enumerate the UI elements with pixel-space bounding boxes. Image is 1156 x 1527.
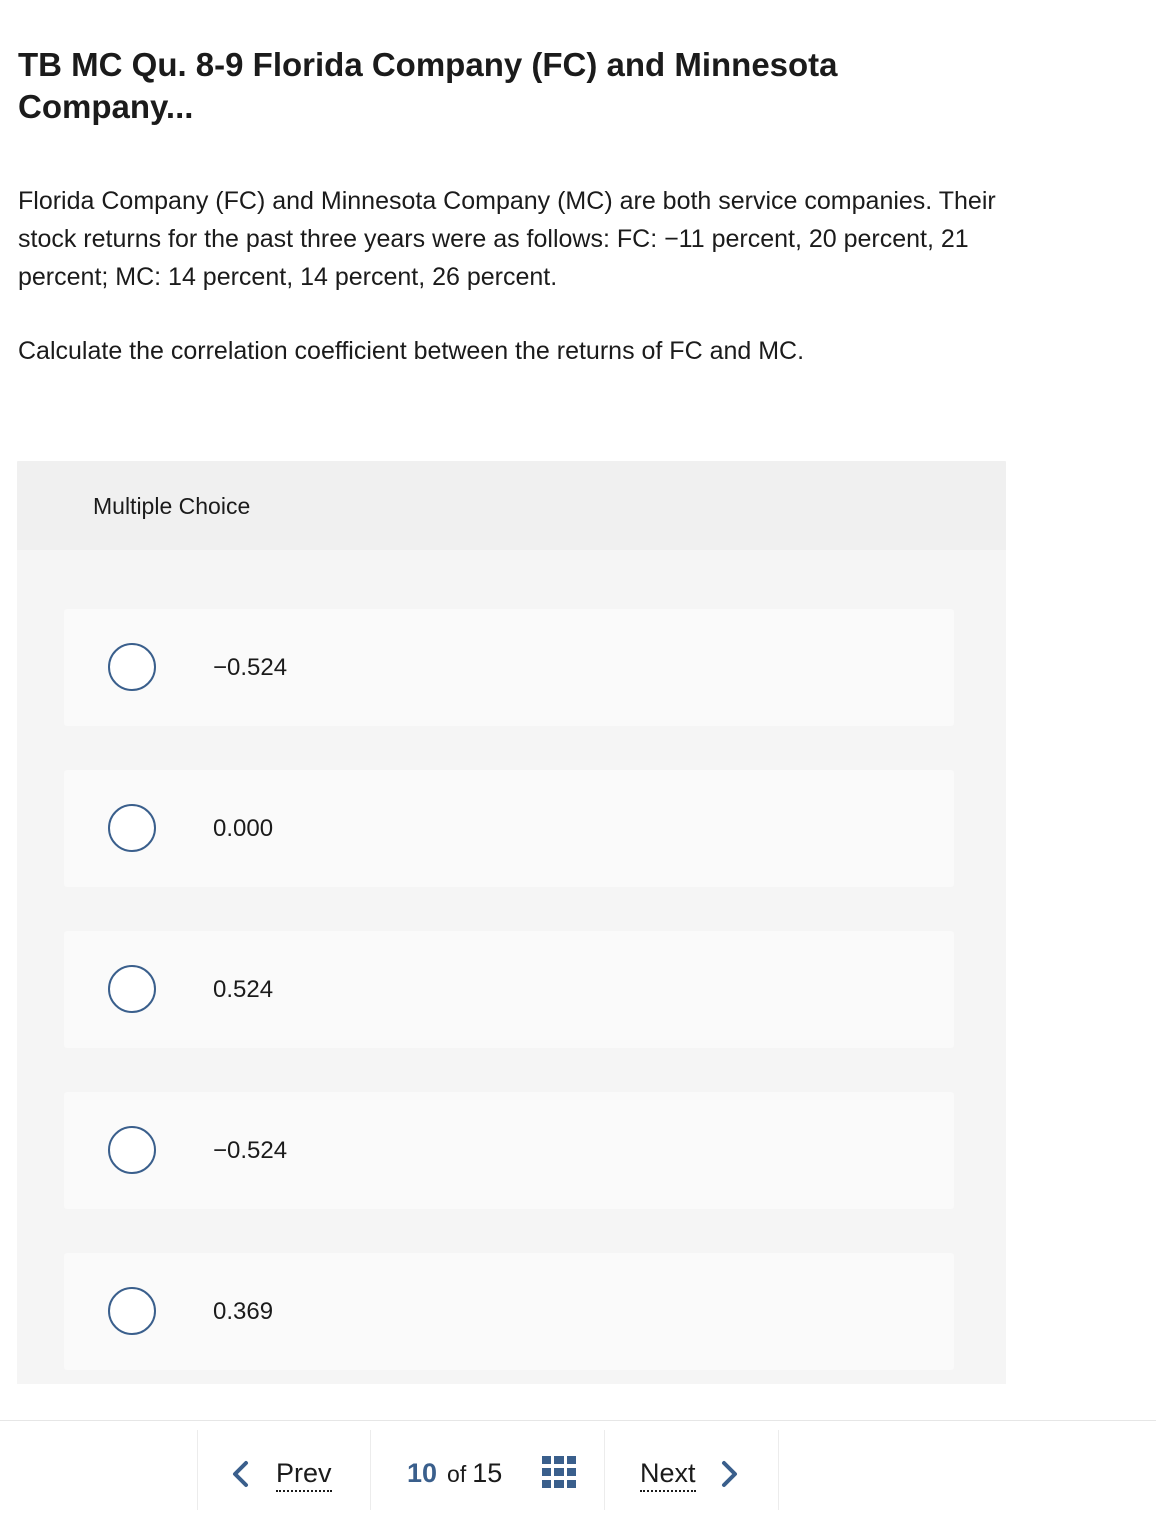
navigation-separator xyxy=(604,1430,605,1510)
multiple-choice-label: Multiple Choice xyxy=(93,493,251,519)
radio-button[interactable] xyxy=(108,965,156,1013)
page-of-label: of xyxy=(447,1461,467,1487)
question-title: TB MC Qu. 8-9 Florida Company (FC) and Minnesota Company... xyxy=(18,46,838,125)
answer-option-label: −0.524 xyxy=(213,1137,288,1164)
navigation-separator xyxy=(370,1430,371,1510)
multiple-choice-header xyxy=(17,461,1006,550)
radio-button[interactable] xyxy=(108,1126,156,1174)
answer-option[interactable] xyxy=(64,1092,954,1209)
prev-label: Prev xyxy=(276,1457,332,1492)
page-indicator xyxy=(407,1455,502,1492)
question-prompt: Florida Company (FC) and Minnesota Company (MC) are both service companies. Their stock returns for the past three years were as follows: FC: −11 percent, 20 percent, 21 percent; MC: 14 percent, 14 percent, 26 percent. xyxy=(18,187,996,291)
navigation-separator xyxy=(778,1430,779,1510)
answer-option[interactable] xyxy=(64,770,954,887)
next-label: Next xyxy=(640,1457,696,1492)
answer-option-label: 0.524 xyxy=(213,976,274,1003)
prev-button[interactable] xyxy=(230,1452,332,1496)
answer-option[interactable] xyxy=(64,931,954,1048)
chevron-right-icon xyxy=(718,1459,740,1489)
question-instruction: Calculate the correlation coefficient between the returns of FC and MC. xyxy=(18,337,805,365)
total-pages: 15 xyxy=(472,1458,503,1488)
navigation-separator xyxy=(197,1430,198,1510)
grid-icon[interactable] xyxy=(542,1456,576,1488)
radio-button[interactable] xyxy=(108,643,156,691)
current-page: 10 xyxy=(407,1458,438,1488)
answer-option[interactable] xyxy=(64,609,954,726)
answer-option[interactable] xyxy=(64,1253,954,1370)
radio-button[interactable] xyxy=(108,804,156,852)
navigation-divider xyxy=(0,1420,1156,1421)
answer-option-label: 0.000 xyxy=(213,815,274,842)
answer-option-label: 0.369 xyxy=(213,1298,274,1325)
next-button[interactable] xyxy=(640,1452,740,1496)
multiple-choice-panel xyxy=(17,461,1006,1384)
radio-button[interactable] xyxy=(108,1287,156,1335)
answer-option-label: −0.524 xyxy=(213,654,288,681)
chevron-left-icon xyxy=(230,1459,252,1489)
